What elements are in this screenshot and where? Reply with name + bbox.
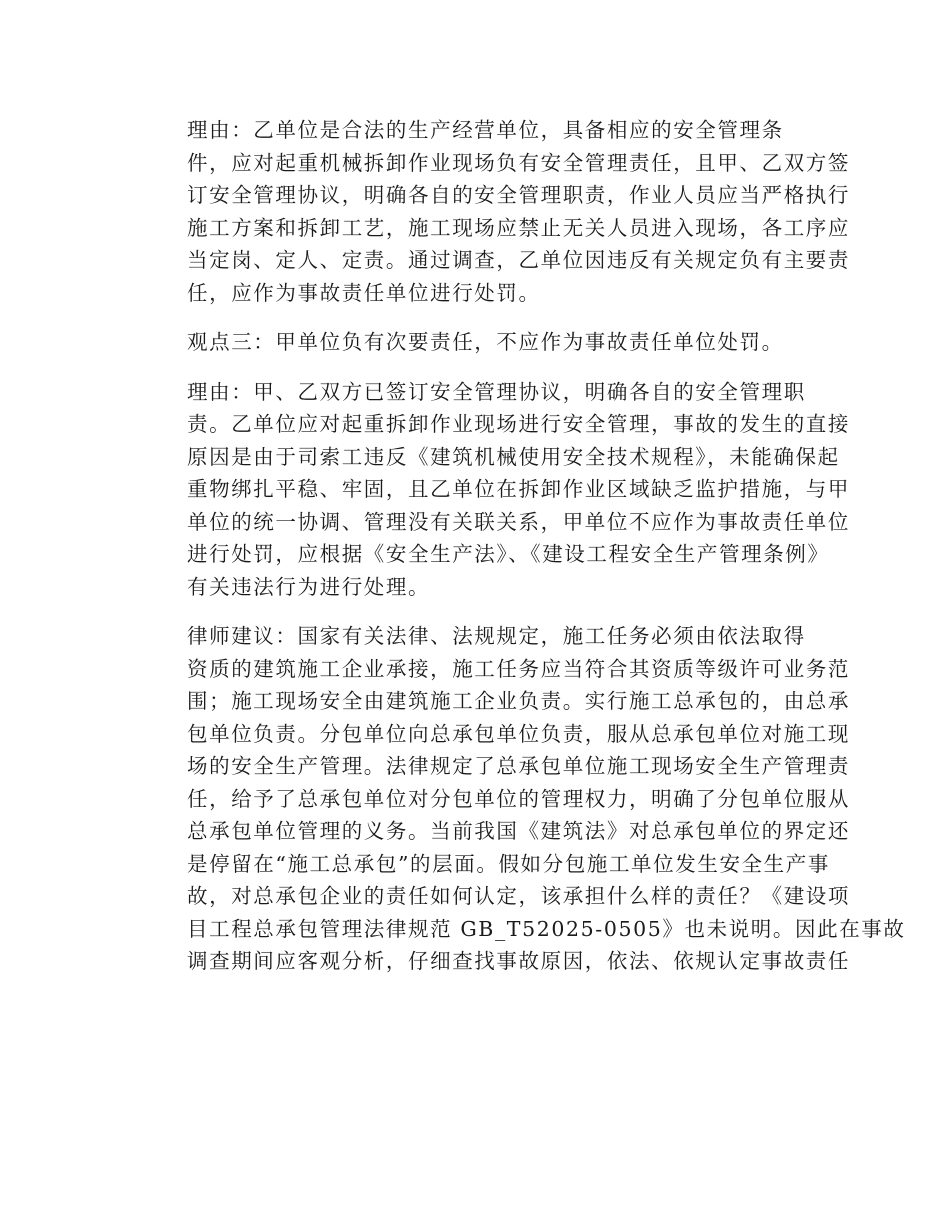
text-line: 进行处罚，应根据《安全生产法》、《建设工程安全生产管理条例》 xyxy=(187,542,830,566)
text-line: 总承包单位管理的义务。当前我国《建筑法》对总承包单位的界定还 xyxy=(187,819,850,843)
text-line: 目工程总承包管理法律规范 GB_T52025-0505》也未说明。因此在事故 xyxy=(187,916,906,941)
text-line: 观点三：甲单位负有次要责任，不应作为事故责任单位处罚。 xyxy=(187,330,784,354)
text-line: 当定岗、定人、定责。通过调查，乙单位因违反有关规定负有主要责 xyxy=(187,248,850,272)
text-line: 理由：乙单位是合法的生产经营单位，具备相应的安全管理条 xyxy=(187,118,784,142)
text-line: 律师建议：国家有关法律、法规规定，施工任务必须由依法取得 xyxy=(187,624,806,648)
paragraph-reason-a xyxy=(140,376,850,604)
text-line: 调查期间应客观分析，仔细查找事故原因，依法、依规认定事故责任 xyxy=(187,949,850,973)
text-line: 重物绑扎平稳、牢固，且乙单位在拆卸作业区域缺乏监护措施，与甲 xyxy=(187,477,850,501)
text-line: 任，应作为事故责任单位进行处罚。 xyxy=(187,280,541,305)
paragraph-reason-b xyxy=(140,114,850,309)
text-line: 责。乙单位应对起重拆卸作业现场进行安全管理，事故的发生的直接 xyxy=(187,412,850,436)
text-line: 任，给予了总承包单位对分包单位的管理权力，明确了分包单位服从 xyxy=(187,786,850,811)
paragraph-viewpoint-three xyxy=(140,326,810,359)
text-line: 围；施工现场安全由建筑施工企业负责。实行施工总承包的，由总承 xyxy=(187,689,850,713)
text-line: 故，对总承包企业的责任如何认定，该承担什么样的责任？《建设项 xyxy=(187,884,850,908)
text-line: 包单位负责。分包单位向总承包单位负责，服从总承包单位对施工现 xyxy=(187,721,850,746)
text-line: 理由：甲、乙双方已签订安全管理协议，明确各自的安全管理职 xyxy=(187,379,806,404)
text-line: 订安全管理协议，明确各自的安全管理职责，作业人员应当严格执行 xyxy=(187,183,850,207)
text-line: 单位的统一协调、管理没有关联关系，甲单位不应作为事故责任单位 xyxy=(187,509,850,534)
text-line: 是停留在“施工总承包”的层面。假如分包施工单位发生安全生产事 xyxy=(187,851,830,876)
text-line: 资质的建筑施工企业承接，施工任务应当符合其资质等级许可业务范 xyxy=(187,656,850,681)
text-line: 有关违法行为进行处理。 xyxy=(187,574,431,599)
text-line: 场的安全生产管理。法律规定了总承包单位施工现场安全生产管理责 xyxy=(187,754,850,778)
paragraph-lawyer-advice xyxy=(140,620,906,978)
text-line: 件，应对起重机械拆卸作业现场负有安全管理责任，且甲、乙双方签 xyxy=(187,150,850,175)
text-line: 施工方案和拆卸工艺，施工现场应禁止无关人员进入现场，各工序应 xyxy=(187,215,850,240)
document-page xyxy=(140,114,906,995)
text-line: 原因是由于司索工违反《建筑机械使用安全技术规程》，未能确保起 xyxy=(187,444,840,469)
